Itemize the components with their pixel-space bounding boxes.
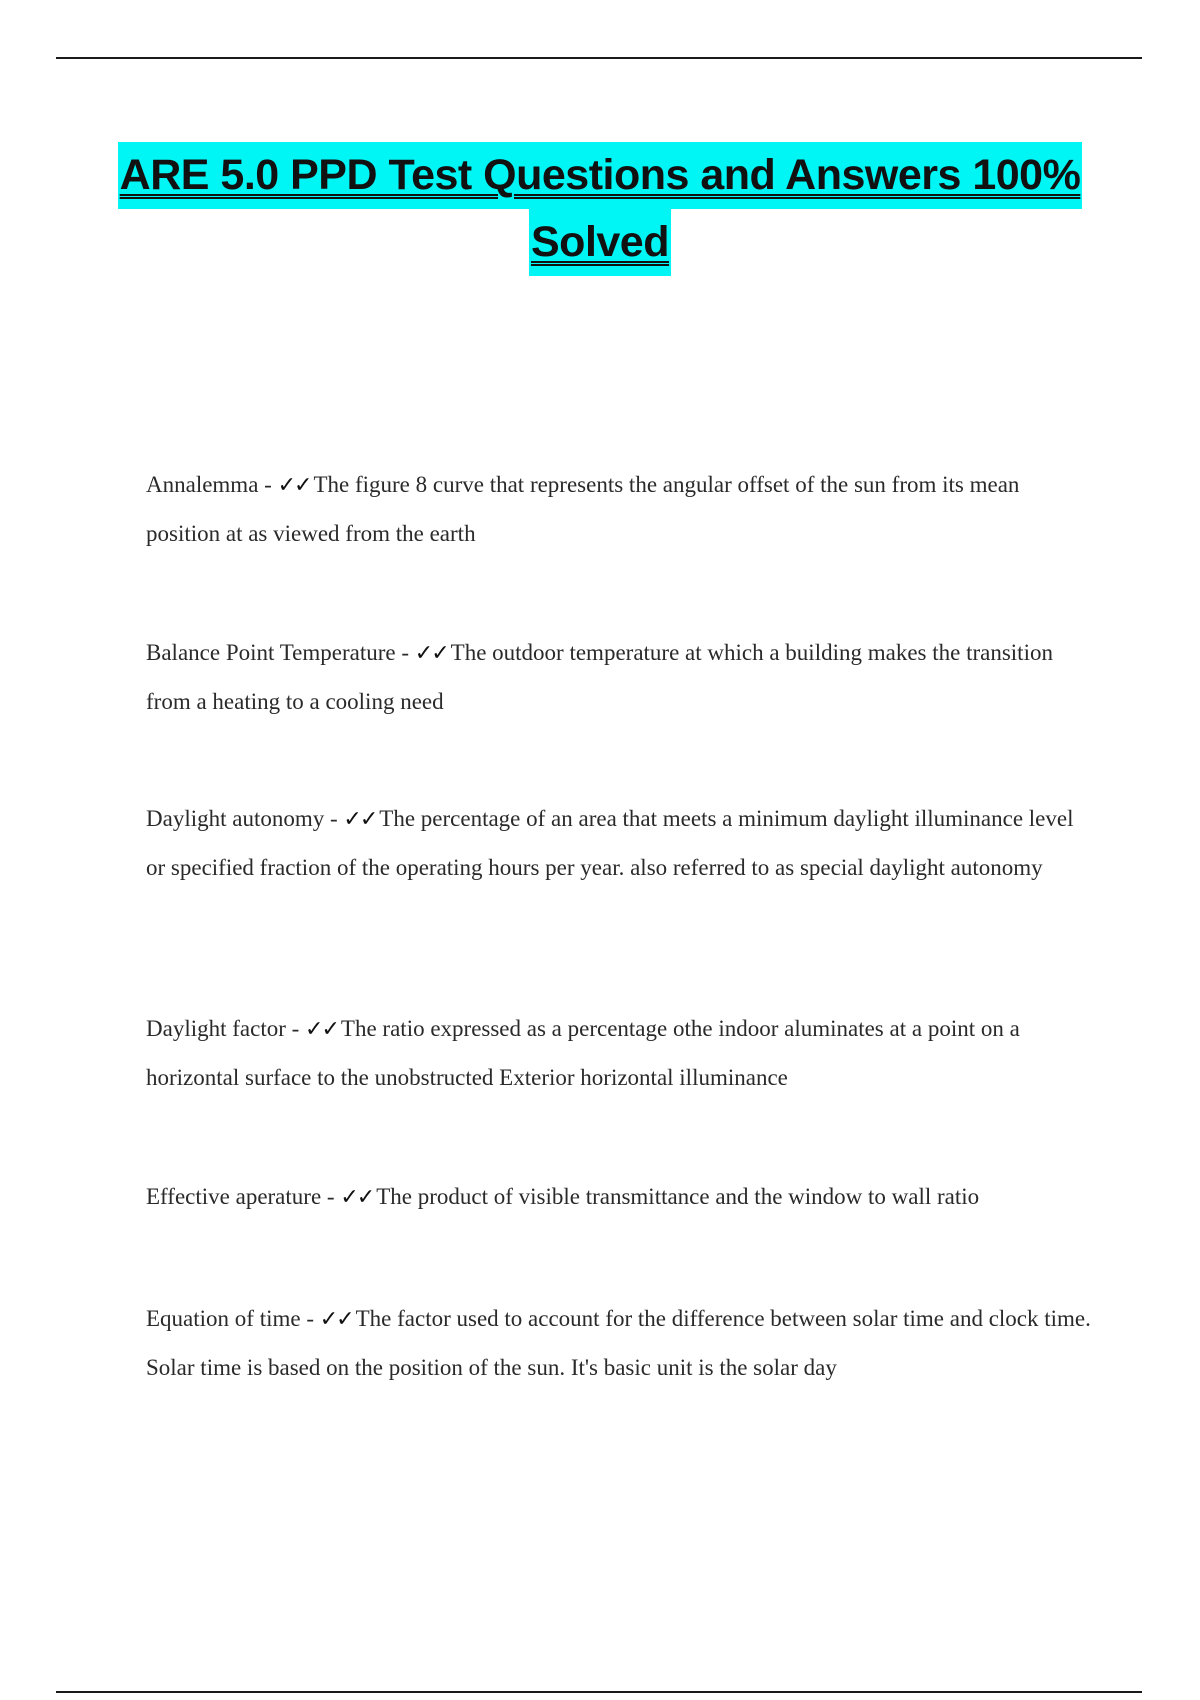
entry-term: Annalemma: [146, 472, 259, 497]
entry-definition: The percentage of an area that meets a minimum daylight illuminance level or specified fraction of the operating hours per year. also referred to as special daylight autonomy: [146, 806, 1074, 880]
title-line-1: ARE 5.0 PPD Test Questions and Answers 100%: [118, 142, 1083, 209]
entry-separator: -: [395, 640, 415, 665]
entry-definition: The figure 8 curve that represents the angular offset of the sun from its mean position at as viewed from the earth: [146, 472, 1020, 546]
glossary-entry: [146, 1005, 1096, 1102]
glossary-entry: [146, 795, 1096, 892]
glossary-entry: [146, 1173, 1096, 1222]
entry-term: Daylight autonomy: [146, 806, 325, 831]
title-line-2: Solved: [529, 209, 671, 276]
entry-definition: The product of visible transmittance and the window to wall ratio: [376, 1184, 980, 1209]
double-check-icon: ✓✓: [277, 473, 311, 498]
entry-separator: -: [300, 1306, 320, 1331]
bottom-rule: [56, 1691, 1142, 1693]
double-check-icon: ✓✓: [305, 1017, 338, 1042]
glossary-entry: [146, 629, 1096, 726]
entry-separator: -: [285, 1016, 306, 1041]
entry-definition: The outdoor temperature at which a building makes the transition from a heating to a cooling need: [146, 640, 1053, 714]
double-check-icon: ✓✓: [414, 641, 448, 666]
entry-separator: -: [324, 806, 344, 831]
entry-term: Balance Point Temperature: [146, 640, 396, 665]
entry-definition: The ratio expressed as a percentage othe indoor aluminates at a point on a horizontal surface to the unobstructed Exterior horizontal illuminance: [146, 1016, 1020, 1090]
double-check-icon: ✓✓: [340, 1185, 374, 1210]
document-title: [100, 142, 1100, 276]
entry-term: Equation of time: [146, 1306, 301, 1331]
entry-separator: -: [321, 1184, 341, 1209]
entry-term: Effective aperature: [146, 1184, 322, 1209]
glossary-entry: [146, 1295, 1096, 1392]
glossary-entry: [146, 461, 1096, 558]
double-check-icon: ✓✓: [343, 807, 377, 832]
top-rule: [56, 57, 1142, 59]
entry-definition: The factor used to account for the difference between solar time and clock time. Solar time is based on the position of the sun. It's basic unit is the solar day: [146, 1306, 1091, 1380]
entry-separator: -: [258, 472, 278, 497]
double-check-icon: ✓✓: [319, 1307, 353, 1332]
entry-term: Daylight factor: [146, 1016, 286, 1041]
